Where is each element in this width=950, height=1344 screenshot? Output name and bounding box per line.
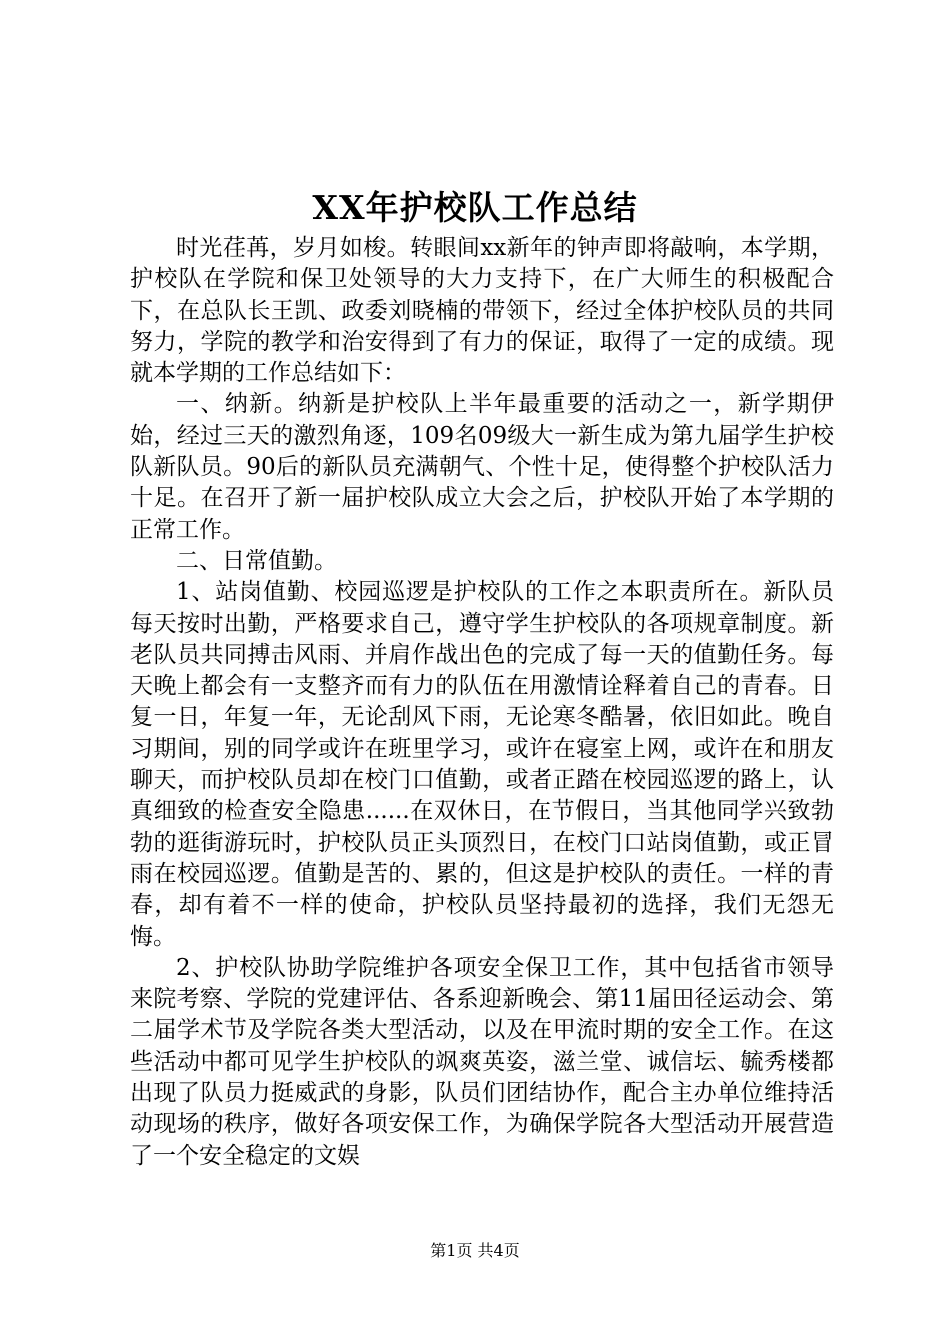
document-body: [130, 233, 834, 1172]
paragraph-duty-item-2: 2、护校队协助学院维护各项安全保卫工作，其中包括省市领导来院考察、学院的党建评估、各系迎新晚会、第11届田径运动会、第二届学术节及学院各类大型活动，以及在甲流时期的安全工作。在这些活动中都可见学生护校队的飒爽英姿，滋兰堂、诚信坛、毓秀楼都出现了队员力挺威武的身影，队员们团结协作，配合主办单位维持活动现场的秩序，做好各项安保工作，为确保学院各大型活动开展营造了一个安全稳定的文娱: [130, 954, 834, 1169]
document-title: XX年护校队工作总结: [312, 188, 638, 227]
paragraph-intro: 时光荏苒，岁月如梭。转眼间xx新年的钟声即将敲响，本学期，护校队在学院和保卫处领导的大力支持下，在广大师生的积极配合下，在总队长王凯、政委刘晓楠的带领下，经过全体护校队员的共同努力，学院的教学和治安得到了有力的保证，取得了一定的成绩。现就本学期的工作总结如下：: [130, 235, 834, 387]
paragraph-recruitment: 一、纳新。纳新是护校队上半年最重要的活动之一，新学期伊始，经过三天的激烈角逐，109名09级大一新生成为第九届学生护校队新队员。90后的新队员充满朝气、个性十足，使得整个护校队活力十足。在召开了新一届护校队成立大会之后，护校队开始了本学期的正常工作。: [130, 391, 834, 543]
paragraph-daily-duty-heading: 二、日常值勤。: [176, 547, 337, 574]
page-footer: 第1页 共4页: [430, 1241, 520, 1260]
paragraph-duty-item-1: 1、站岗值勤、校园巡逻是护校队的工作之本职责所在。新队员每天按时出勤，严格要求自己，遵守学生护校队的各项规章制度。新老队员共同搏击风雨、并肩作战出色的完成了每一天的值勤任务。每天晚上都会有一支整齐而有力的队伍在用激情诠释着自己的青春。日复一日，年复一年，无论刮风下雨，无论寒冬酷暑，依旧如此。晚自习期间，别的同学或许在班里学习，或许在寝室上网，或许在和朋友聊天，而护校队员却在校门口值勤，或者正踏在校园巡逻的路上，认真细致的检查安全隐患......在双休日，在节假日，当其他同学兴致勃勃的逛街游玩时，护校队员正头顶烈日，在校门口站岗值勤，或正冒雨在校园巡逻。值勤是苦的、累的，但这是护校队的责任。一样的青春，却有着不一样的使命，护校队员坚持最初的选择，我们无怨无悔。: [130, 579, 834, 950]
